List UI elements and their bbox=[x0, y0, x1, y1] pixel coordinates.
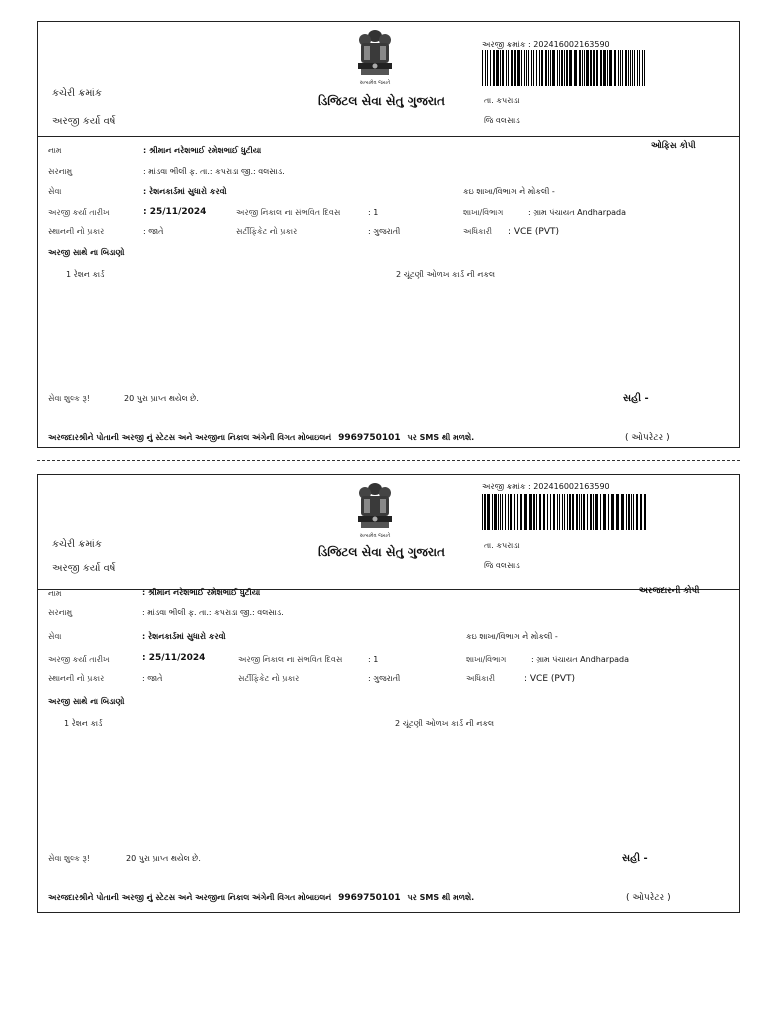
copy-type-label: અરજદારની કોપી bbox=[639, 586, 700, 596]
application-date-label: અરજી કર્યા તારીખ bbox=[48, 655, 110, 664]
taluka: તા. કપરાડા bbox=[484, 96, 520, 105]
operator-label: ( ઓપરેટર ) bbox=[626, 893, 671, 903]
taluka: તા. કપરાડા bbox=[484, 541, 520, 550]
address-value: : માંડવા ભીલી ફ. તા.: કપરાડા જી.: વલસાડ. bbox=[142, 608, 284, 617]
service-value: : રેશનકાર્ડમાં સુધારો કરવો bbox=[143, 187, 227, 196]
application-date-value: : 25/11/2024 bbox=[143, 207, 207, 217]
status-footer bbox=[48, 433, 474, 443]
footer-text: અરજદારશ્રીને પોતાની અરજી નું સ્ટેટસ અને અરજીના નિકાલ અંગેની વિગત મોબાઇલનં bbox=[48, 893, 332, 902]
branch-value: : ગ્રામ પંચાયત Andharpada bbox=[528, 208, 627, 217]
office-number-label: કચેરી ક્રમાંક bbox=[52, 539, 102, 550]
certificate-type-label: સર્ટીફિકેટ નો પ્રકાર bbox=[238, 674, 300, 683]
application-number: અરજી ક્રમાંક : 202416002163590 bbox=[482, 482, 610, 491]
certificate-type-label: સર્ટીફિકેટ નો પ્રકાર bbox=[236, 227, 298, 236]
officer-label: અધિકારી bbox=[466, 674, 496, 683]
barcode bbox=[482, 50, 646, 86]
place-type-value: : જાતે bbox=[143, 227, 164, 236]
mobile-number: 9969750101 bbox=[338, 893, 401, 903]
certificate-type-value: : ગુજરાતી bbox=[368, 227, 401, 236]
application-date-value: : 25/11/2024 bbox=[142, 653, 206, 663]
district: જિ વલસાડ bbox=[484, 561, 520, 570]
branch-value: : ગ્રામ પંચાયત Andharpada bbox=[531, 655, 630, 664]
certificate-type-value: : ગુજરાતી bbox=[368, 674, 401, 683]
branch-label: શાખા/વિભાગ bbox=[466, 655, 507, 664]
attachment-item: 1 રેશન કાર્ડ bbox=[64, 719, 103, 728]
office-number-label: કચેરી ક્રમાંક bbox=[52, 88, 102, 99]
address-label: સરનામુ bbox=[48, 167, 73, 176]
emblem-caption: સત્યમેવ જયતે bbox=[359, 80, 391, 86]
cut-line-divider bbox=[37, 460, 740, 461]
service-label: સેવા bbox=[48, 187, 62, 196]
disposal-days-value: : 1 bbox=[368, 655, 379, 664]
emblem-caption: સત્યમેવ જયતે bbox=[359, 533, 391, 539]
name-value: : શ્રીમાન નરેશભાઈ રમેશભાઈ ધુટીયા bbox=[142, 588, 261, 597]
receipt-header bbox=[38, 22, 739, 137]
status-footer bbox=[48, 893, 474, 903]
application-number: અરજી ક્રમાંક : 202416002163590 bbox=[482, 40, 610, 49]
district: જિ વલસાડ bbox=[484, 116, 520, 125]
operator-label: ( ઓપરેટર ) bbox=[625, 433, 670, 443]
signature-label: સહી - bbox=[622, 853, 648, 864]
name-value: : શ્રીમાન નરેશભાઈ રમેશભાઈ ધુટીયા bbox=[143, 146, 262, 155]
signature-label: સહી - bbox=[623, 393, 649, 404]
service-fee-value: 20 પુરા પ્રાપ્ત થયેલ છે. bbox=[126, 854, 201, 863]
copy-type-label: ઓફિસ કોપી bbox=[651, 141, 696, 151]
branch-label: શાખા/વિભાગ bbox=[463, 208, 504, 217]
name-label: નામ bbox=[48, 589, 62, 598]
address-label: સરનામુ bbox=[48, 608, 73, 617]
disposal-days-value: : 1 bbox=[368, 208, 379, 217]
application-year-label: અરજી કર્યા વર્ષ bbox=[52, 563, 116, 574]
application-year-label: અરજી કર્યા વર્ષ bbox=[52, 116, 116, 127]
footer-sms-text: પર SMS થી મળશે. bbox=[407, 433, 475, 442]
department-heading: કઇ શાખા/વિભાગ ને મોકલી - bbox=[463, 187, 555, 196]
officer-label: અધિકારી bbox=[463, 227, 493, 236]
disposal-days-label: અરજી નિકાલ ના સંભવિત દિવસ bbox=[238, 655, 343, 664]
attachment-item: 2 ચૂંટણી ઓળખ કાર્ડ ની નકલ bbox=[395, 719, 495, 728]
application-date-label: અરજી કર્યા તારીખ bbox=[48, 208, 110, 217]
barcode bbox=[482, 494, 646, 530]
officer-value: : VCE (PVT) bbox=[524, 674, 575, 684]
disposal-days-label: અરજી નિકાલ ના સંભવિત દિવસ bbox=[236, 208, 341, 217]
address-value: : માંડવા ભીલી ફ. તા.: કપરાડા જી.: વલસાડ. bbox=[143, 167, 285, 176]
name-label: નામ bbox=[48, 146, 62, 155]
footer-text: અરજદારશ્રીને પોતાની અરજી નું સ્ટેટસ અને અરજીના નિકાલ અંગેની વિગત મોબાઇલનં bbox=[48, 433, 332, 442]
officer-value: : VCE (PVT) bbox=[508, 227, 559, 237]
mobile-number: 9969750101 bbox=[338, 433, 401, 443]
place-type-label: સ્થાનની નો પ્રકાર bbox=[48, 227, 105, 236]
attachment-item: 1 રેશન કાર્ડ bbox=[66, 270, 105, 279]
attachments-title: અરજી સાથે ના બિડાણો bbox=[48, 248, 125, 257]
department-heading: કઇ શાખા/વિભાગ ને મોકલી - bbox=[466, 632, 558, 641]
office-copy-receipt bbox=[37, 21, 740, 448]
footer-sms-text: પર SMS થી મળશે. bbox=[407, 893, 475, 902]
service-value: : રેશનકાર્ડમાં સુધારો કરવો bbox=[142, 632, 226, 641]
place-type-value: : જાતે bbox=[142, 674, 163, 683]
service-label: સેવા bbox=[48, 632, 62, 641]
page-title: ડિજિટલ સેવા સેતુ ગુજરાત bbox=[318, 545, 445, 559]
page-title: ડિજિટલ સેવા સેતુ ગુજરાત bbox=[318, 94, 445, 108]
service-fee-value: 20 પુરા પ્રાપ્ત થયેલ છે. bbox=[124, 394, 199, 403]
applicant-copy-receipt bbox=[37, 474, 740, 913]
service-fee-label: સેવા શુલ્ક રૂ! bbox=[48, 854, 90, 863]
attachment-item: 2 ચૂંટણી ઓળખ કાર્ડ ની નકલ bbox=[396, 270, 496, 279]
receipt-header bbox=[38, 475, 739, 590]
place-type-label: સ્થાનની નો પ્રકાર bbox=[48, 674, 105, 683]
service-fee-label: સેવા શુલ્ક રૂ! bbox=[48, 394, 90, 403]
attachments-title: અરજી સાથે ના બિડાણો bbox=[48, 697, 125, 706]
